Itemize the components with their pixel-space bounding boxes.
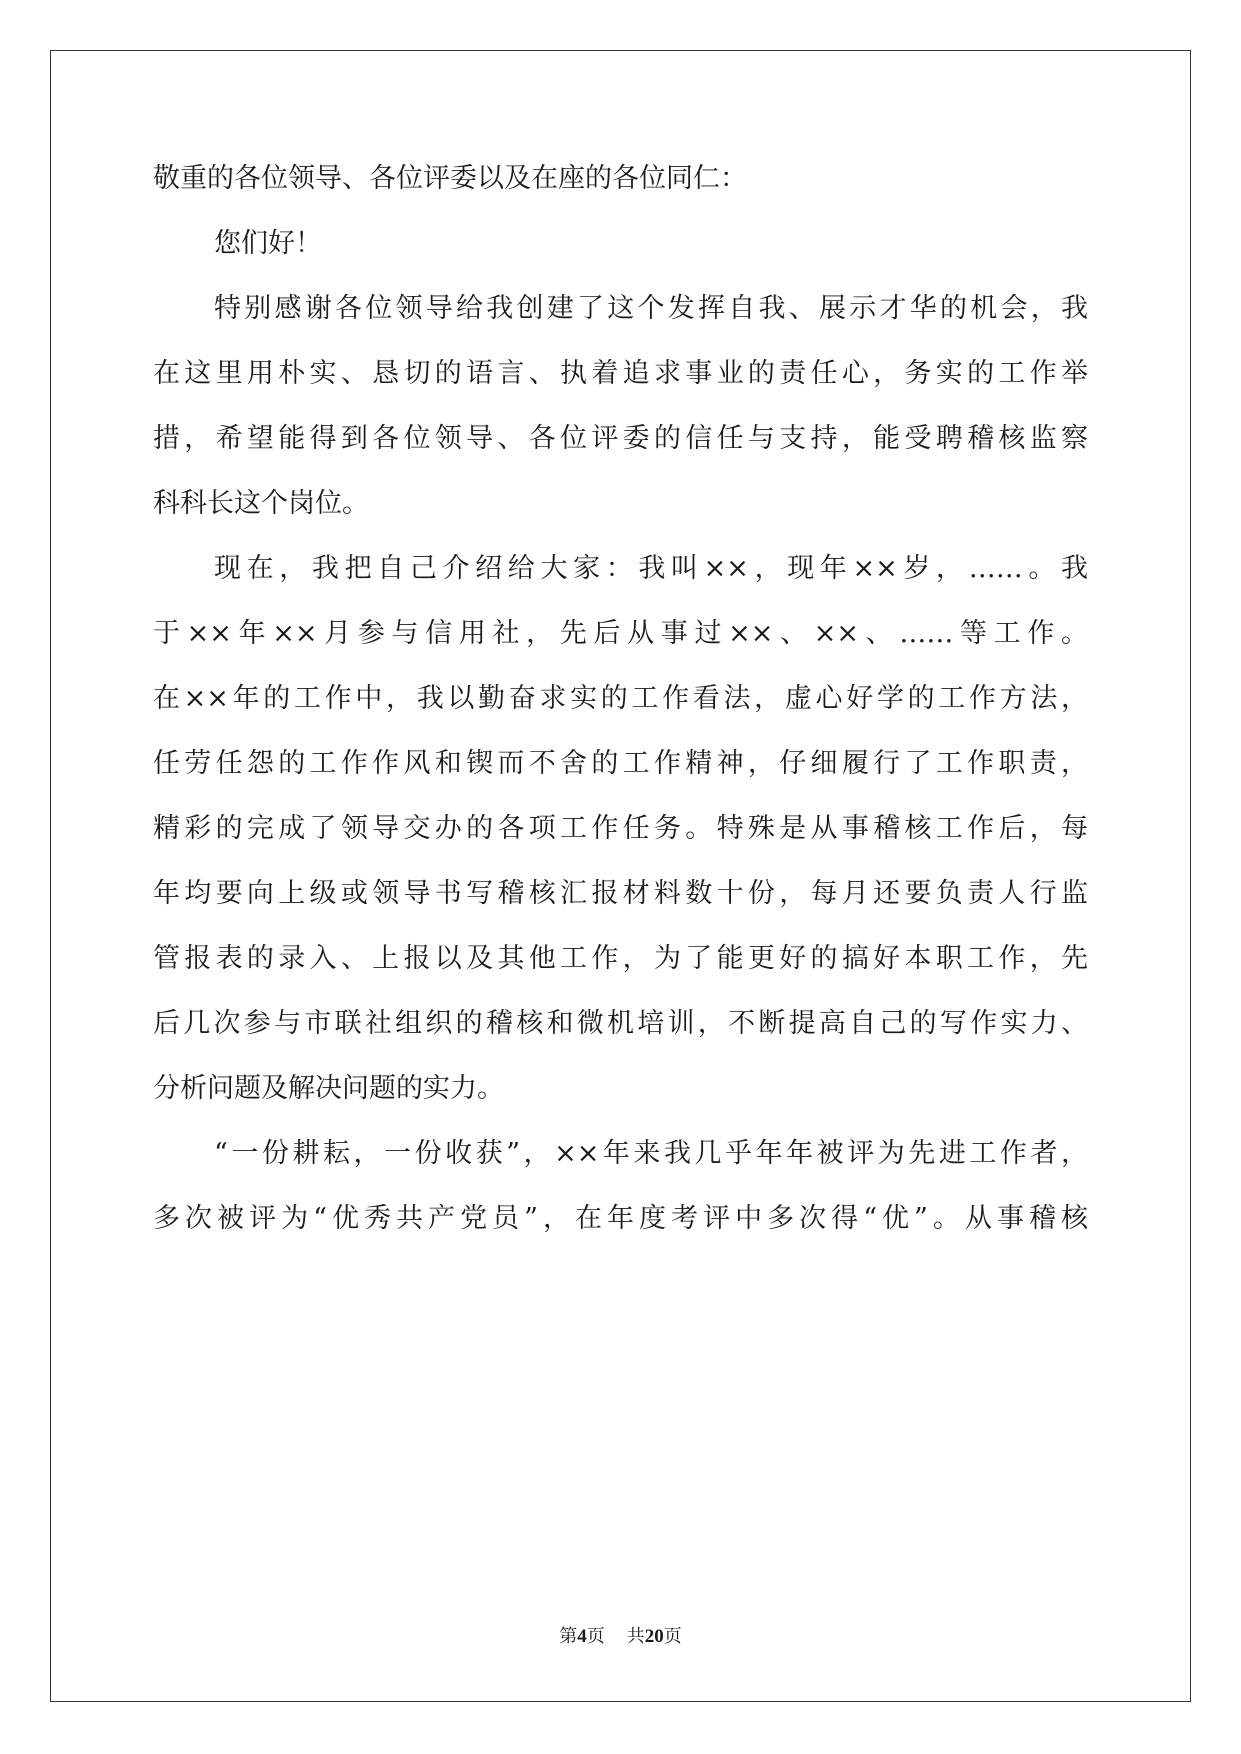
paragraph-line: 现在，我把自己介绍给大家：我叫××，现年××岁，……。我 xyxy=(214,553,1088,584)
paragraph-line: 管报表的录入、上报以及其他工作，为了能更好的搞好本职工作，先 xyxy=(153,943,1088,974)
paragraph-line: “一份耕耘，一份收获”，××年来我几乎年年被评为先进工作者， xyxy=(214,1138,1088,1169)
total-suffix: 页 xyxy=(663,1626,682,1647)
paragraph-line: 在××年的工作中，我以勤奋求实的工作看法，虚心好学的工作方法， xyxy=(153,683,1088,714)
paragraph-line: 在这里用朴实、恳切的语言、执着追求事业的责任心，务实的工作举 xyxy=(153,358,1088,389)
total-prefix: 共 xyxy=(626,1626,645,1647)
paragraph-line: 后几次参与市联社组织的稽核和微机培训，不断提高自己的写作实力、 xyxy=(153,1008,1088,1039)
current-page-number: 4 xyxy=(577,1626,587,1647)
page-suffix: 页 xyxy=(586,1626,605,1647)
paragraph-line: 精彩的完成了领导交办的各项工作任务。特殊是从事稽核工作后，每 xyxy=(153,813,1088,844)
paragraph-line: 年均要向上级或领导书写稽核汇报材料数十份，每月还要负责人行监 xyxy=(153,878,1088,909)
page-footer xyxy=(0,1625,1241,1649)
paragraph-line: 分析问题及解决问题的实力。 xyxy=(153,1073,504,1104)
paragraph-line: 任劳任怨的工作作风和锲而不舍的工作精神，仔细履行了工作职责， xyxy=(153,748,1088,779)
page-prefix: 第 xyxy=(559,1626,578,1647)
total-page-number: 20 xyxy=(644,1626,664,1647)
salutation-line: 敬重的各位领导、各位评委以及在座的各位同仁： xyxy=(153,163,747,194)
paragraph-line: 特别感谢各位领导给我创建了这个发挥自我、展示才华的机会，我 xyxy=(214,293,1088,324)
paragraph-line: 多次被评为“优秀共产党员”，在年度考评中多次得“优”。从事稽核 xyxy=(153,1203,1088,1234)
paragraph-line: 科科长这个岗位。 xyxy=(153,488,369,519)
greeting-line: 您们好！ xyxy=(214,228,322,259)
paragraph-line: 措，希望能得到各位领导、各位评委的信任与支持，能受聘稽核监察 xyxy=(153,423,1088,454)
paragraph-line: 于××年××月参与信用社，先后从事过××、××、……等工作。 xyxy=(153,618,1088,649)
